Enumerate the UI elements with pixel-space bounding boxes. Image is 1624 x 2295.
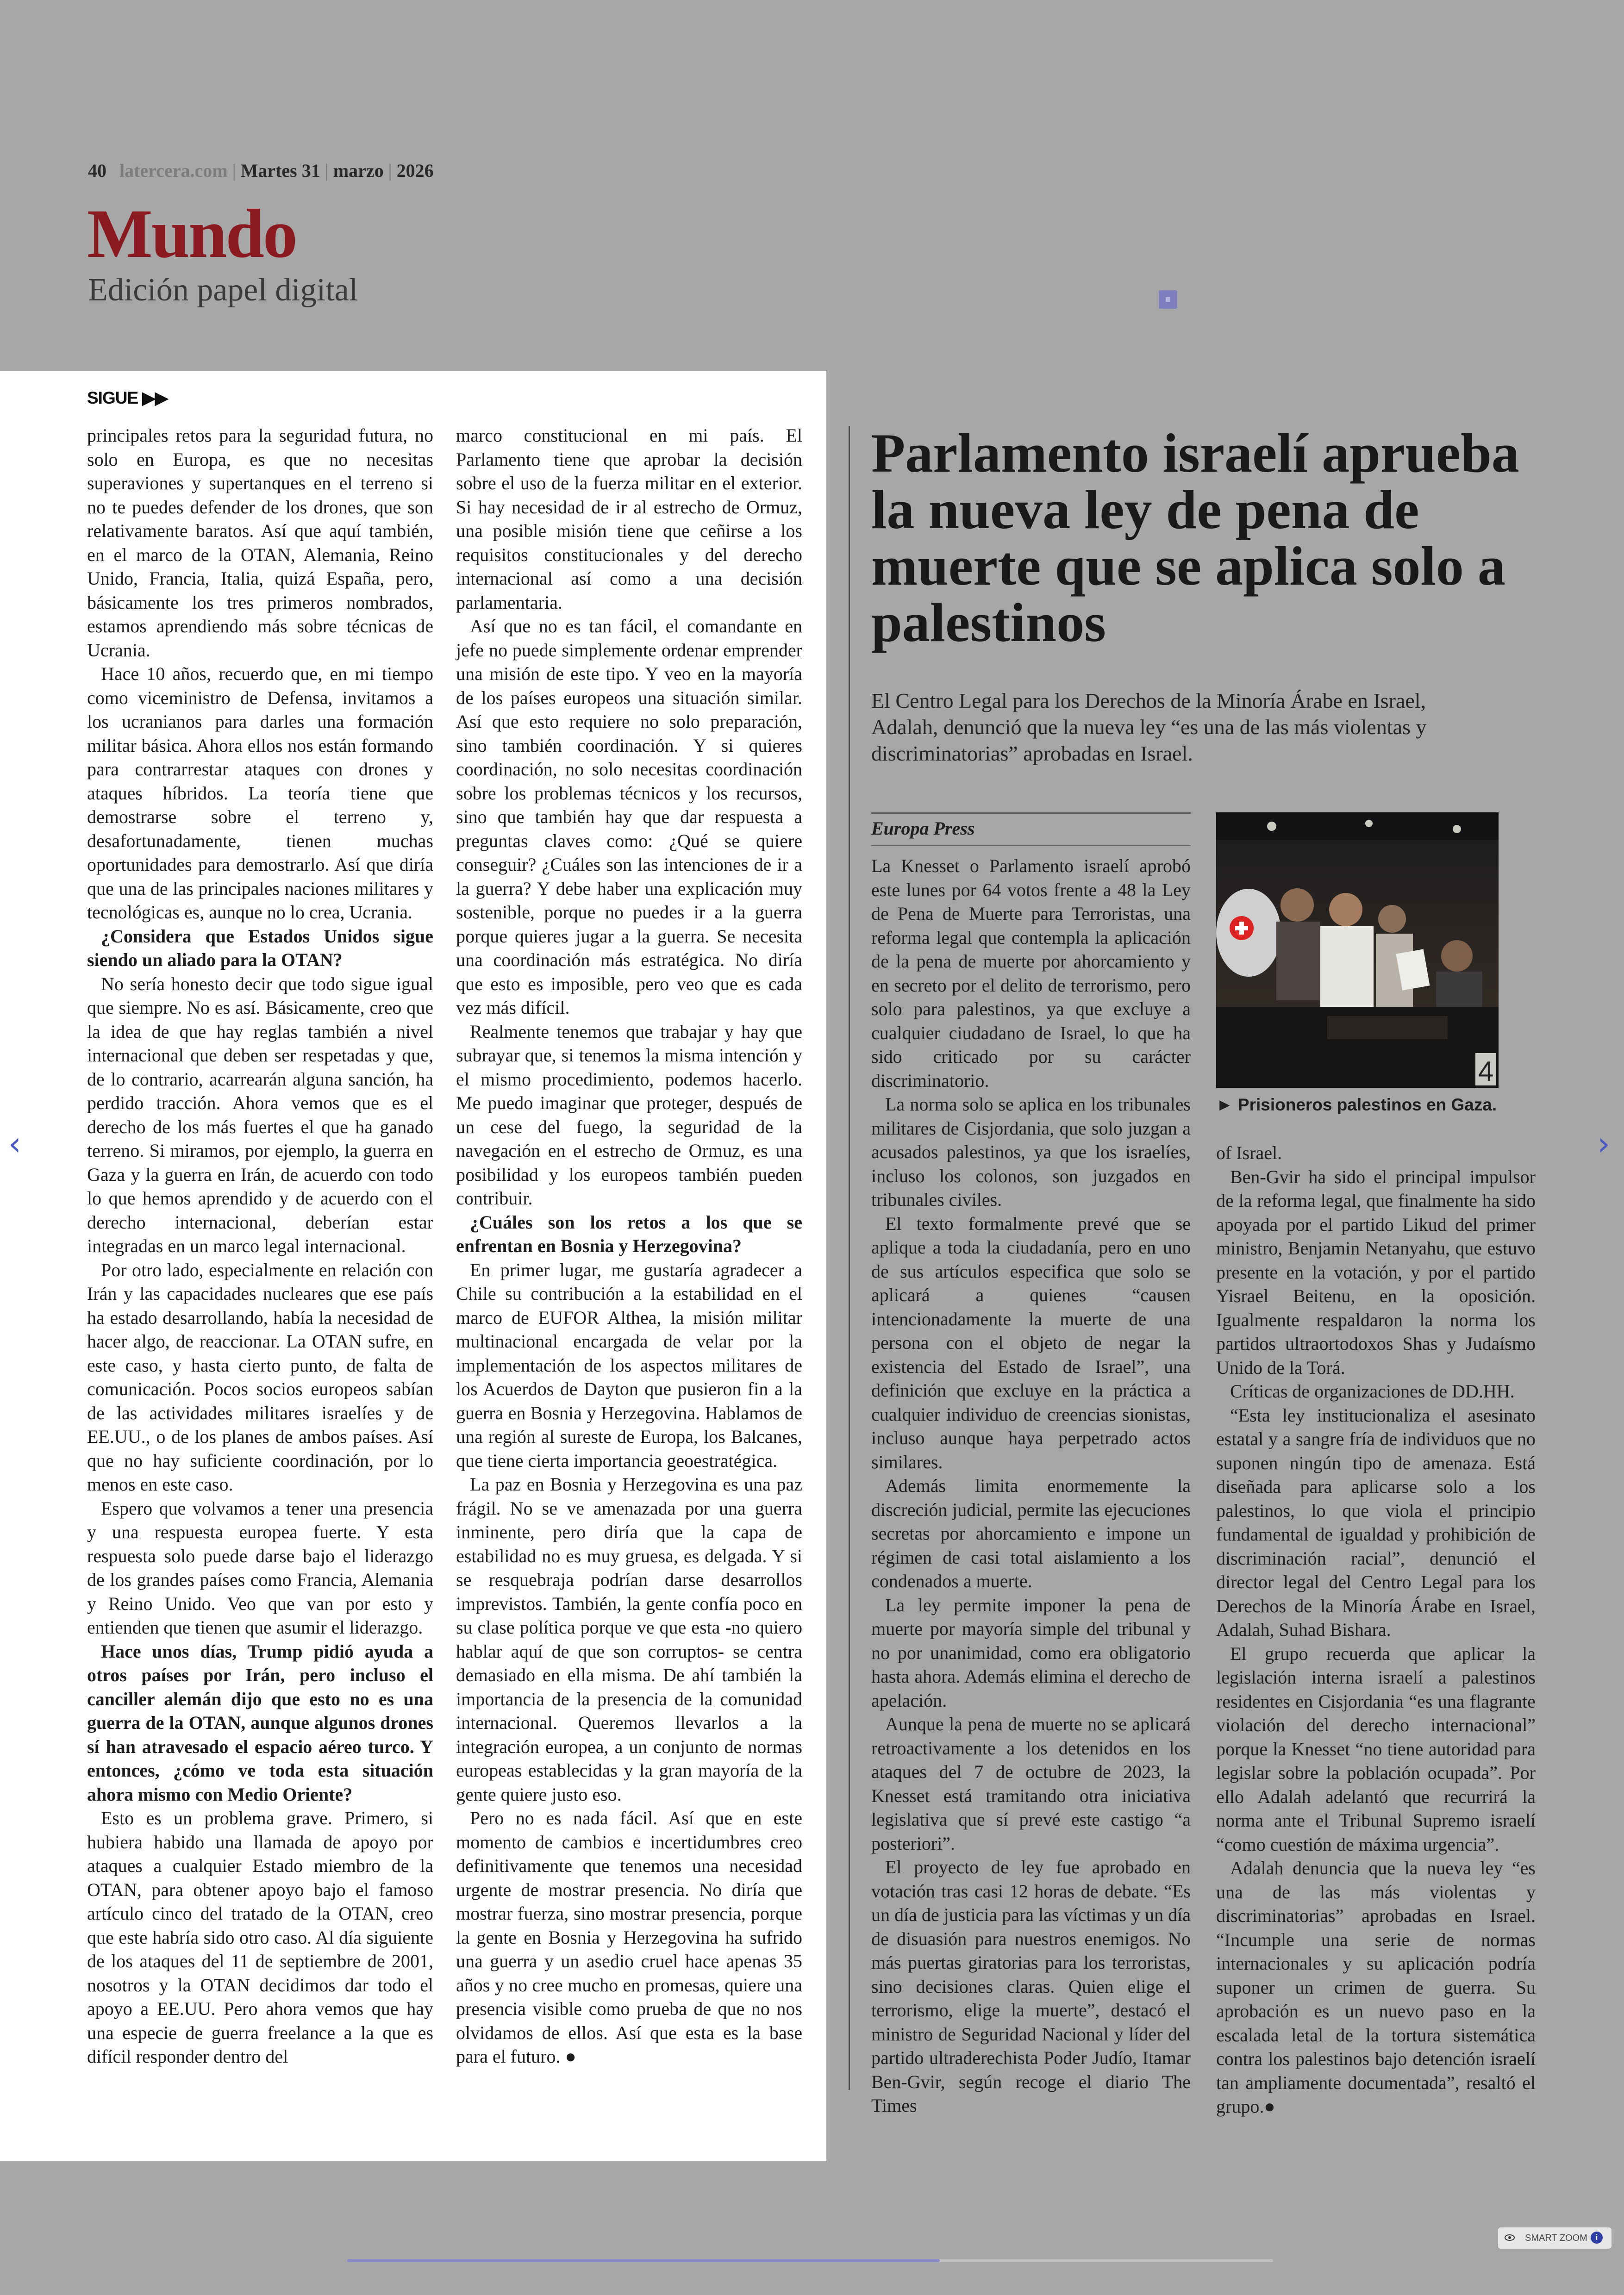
article-column-1 — [871, 854, 1191, 2118]
paragraph: principales retos para la seguridad futura, no solo en Europa, es que no necesitas superaviones y supertanques en el terreno si no te puedes defender de los drones, que son relativamente baratos. Así que aquí también, en el marco de la OTAN, Alemania, Reino Unido, Francia, Italia, quizá España, pero, básicamente los tres primeros nombrados, estamos aprendiendo más sobre técnicas de Ucrania. — [87, 425, 433, 661]
article-lead: El Centro Legal para los Derechos de la Minoría Árabe en Israel, Adalah, denunció que la nueva ley “es una de las más violentas y discriminatorias” aprobadas en Israel. — [871, 689, 1427, 765]
paragraph: Esto es un problema grave. Primero, si hubiera habido una llamada de apoyo por ataques a cualquier Estado miembro de la OTAN, para obtener apoyo bajo el famoso artículo cinco del tratado de la OTAN, creo que este habría sido otro caso. Al día siguiente de los ataques del 11 de septiembre de 2001, nosotros y la OTAN decidimos dar todo el apoyo a EE.UU. Pero ahora vemos que hay una especie de guerra freelance a la que es difícil responder dentro del — [87, 1808, 433, 2067]
paragraph: Ben-Gvir ha sido el principal impulsor de la reforma legal, que finalmente ha sido apoyada por el partido Likud del primer ministro, Benjamin Netanyahu, que estuvo presente en la votación, y por el partido Yisrael Beitenu, en la oposición. Igualmente respaldaron la norma los partidos ultraortodoxos Shas y Judaísmo Unido de la Torá. — [1216, 1166, 1536, 1378]
paragraph: Por otro lado, especialmente en relación con Irán y las capacidades nucleares que ese país ha estado desarrollando, había la necesidad de hacer algo, de reaccionar. La OTAN sufre, en este caso, y hasta cierto punto, de falta de comunicación. Pocos socios europeos sabían de las actividades militares israelíes y de EE.UU., o de los planes de ambos países. Así que no hay suficiente coordinación, por lo menos en este caso. — [87, 1259, 433, 1495]
article-column-2 — [1216, 1141, 1536, 2119]
paragraph: “Esta ley institucionaliza el asesinato estatal y a sangre fría de individuos que no suponen ningún tipo de amenaza. Está diseñada para aplicarse solo a los palestinos, lo que viola el principio fundamental de igualdad y prohibición de discriminación racial”, denunció el director legal del Centro Legal para los Derechos de la Minoría Árabe en Israel, Adalah, Suhad Bishara. — [1216, 1404, 1536, 1640]
paragraph: El proyecto de ley fue aprobado en votación tras casi 12 horas de debate. “Es un día de justicia para las víctimas y un día de disuasión para nuestros enemigos. No más puertas giratorias para los terroristas, sino decisiones claras. Quien elige el terrorismo, elige la muerte”, destacó el ministro de Seguridad Nacional y líder del partido ultraderechista Poder Judío, Itamar Ben-Gvir, según recoge el diario The Times — [871, 1857, 1191, 2116]
page-marker-icon[interactable] — [1159, 290, 1177, 309]
next-page-arrow-icon[interactable]: › — [1597, 1125, 1610, 1163]
paragraph: Realmente tenemos que trabajar y hay que subrayar que, si tenemos la misma intención y el mismo procedimiento, podemos hacerlo. Me puedo imaginar que proteger, después de un cese del fuego, la seguridad de la navegación en el estrecho de Ormuz, es una posibilidad y los europeos también pueden contribuir. — [456, 1021, 802, 1209]
separator: | — [388, 160, 392, 181]
paragraph: Hace 10 años, recuerdo que, en mi tiempo como viceministro de Defensa, invitamos a los ucranianos para darles una formación militar básica. Ahora ellos nos están formando para contrarrestar ataques con drones y ataques híbridos. La teoría tiene que demostrarse sobre el terreno y, desafortunadamente, tienen muchas oportunidades para demostrarlo. Así que diría que una de las principales naciones militares y tecnológicas es, aunque no lo crea, Ucrania. — [87, 663, 433, 923]
interview-column-1 — [87, 424, 433, 2069]
photo-badge: 4 — [1478, 1056, 1494, 1087]
separator: | — [232, 160, 236, 181]
info-icon[interactable]: i — [1591, 2232, 1603, 2244]
paragraph: Adalah denuncia que la nueva ley “es una de las más violentas y discriminatorias” aprobadas en Israel. “Incumple una serie de normas internacionales y su aplicación podría suponer un crimen de guerra. Su aprobación es un nuevo paso en la escalada letal de la tortura sistemática contra los palestinos bajo detención israelí tan ampliamente documentada”, resaltó el grupo.● — [1216, 1858, 1536, 2117]
interview-question: ¿Considera que Estados Unidos sigue siendo un aliado para la OTAN? — [87, 925, 433, 970]
paragraph: El texto formalmente prevé que se aplique a toda la ciudadanía, pero en uno de sus artículos especifica que solo se aplicará a quienes “causen intencionadamente la muerte de una persona con el objeto de negar la existencia del Estado de Israel”, una definición que excluye en la práctica a cualquier individuo de creencias sionistas, incluso aunque haya perpetrado actos similares. — [871, 1213, 1191, 1472]
paragraph: La Knesset o Parlamento israelí aprobó este lunes por 64 votos frente a 48 la Ley de Pena de Muerte para Terroristas, una reforma legal que contempla la aplicación de la pena de muerte por ahorcamiento y en secreto por el delito de terrorismo, pero solo para palestinos, ya que excluye a cualquier ciudadano de Israel, lo que ha sido criticado por su carácter discriminatorio. — [871, 855, 1191, 1091]
smart-zoom-label: SMART ZOOM — [1525, 2233, 1587, 2243]
separator: | — [325, 160, 329, 181]
article-headline: Parlamento israelí aprueba la nueva ley de pena de muerte que se aplica solo a palestinos — [871, 422, 1519, 653]
prev-page-arrow-icon[interactable]: ‹ — [8, 1125, 21, 1163]
article-byline: Europa Press — [871, 818, 975, 839]
eye-icon — [1505, 2233, 1515, 2243]
paragraph: La ley permite imponer la pena de muerte por mayoría simple del tribunal y no por unanimidad, como era obligatorio hasta ahora. Además elimina el derecho de apelación. — [871, 1594, 1191, 1711]
section-subtitle: Edición papel digital — [88, 272, 358, 308]
paragraph: marco constitucional en mi país. El Parlamento tiene que aprobar la decisión sobre el uso de la fuerza militar en el exterior. Si hay necesidad de ir al estrecho de Ormuz, una posible misión tiene que ceñirse a los requisitos constitucionales y del derecho internacional así como a una decisión parlamentaria. — [456, 425, 802, 613]
paragraph: Además limita enormemente la discreción judicial, permite las ejecuciones secretas por ahorcamiento e impone un régimen de casi total aislamiento a los condenados a muerte. — [871, 1475, 1191, 1591]
page-number: 40 — [88, 160, 106, 181]
byline-rule — [871, 812, 1191, 814]
paragraph: No sería honesto decir que todo sigue igual que siempre. No es así. Básicamente, creo que la idea de que hay reglas también a nivel internacional que deben ser respetadas y que, de lo contrario, acarrearán alguna sanción, ha perdido tracción. Ahora vemos que es el derecho de los más fuertes el que ha ganado terreno. Si miramos, por ejemplo, la guerra en Gaza y la guerra en Irán, de acuerdo con todo lo que hemos aprendido y de acuerdo con el derecho internacional, deberían estar integradas en un marco legal internacional. — [87, 973, 433, 1256]
paragraph: Aunque la pena de muerte no se aplicará retroactivamente a los detenidos en los ataques del 7 de octubre de 2023, la Knesset está tramitando otra iniciativa legislativa que sí prevé este castigo “a posteriori”. — [871, 1714, 1191, 1854]
smart-zoom-button[interactable] — [1498, 2227, 1612, 2249]
byline-rule — [871, 845, 1191, 846]
column-divider — [849, 426, 850, 2090]
page-scrollbar-thumb[interactable] — [347, 2259, 940, 2262]
photo-illustration — [1216, 812, 1499, 1088]
paragraph: of Israel. — [1216, 1142, 1282, 1163]
page-header — [88, 160, 434, 181]
paragraph: Pero no es nada fácil. Así que en este momento de cambios e incertidumbres creo definitivamente que tenemos una necesidad urgente de mostrar presencia. No diría que mostrar fuerza, sino mostrar presencia, porque la gente en Bosnia y Herzegovina ha sufrido una guerra y un asedio cruel hace apenas 35 años y no cree mucho en promesas, quiere una presencia visible como prueba de que no nos olvidamos de ellos. Así que esta es la base para el futuro. ● — [456, 1808, 802, 2067]
site-name: latercera.com — [119, 160, 228, 181]
interview-column-2 — [456, 424, 802, 2069]
paragraph: La norma solo se aplica en los tribunales militares de Cisjordania, que solo juzgan a acusados palestinos, ya que los israelíes, incluso los colonos, son juzgados en tribunales civiles. — [871, 1094, 1191, 1210]
month: marzo — [333, 160, 384, 181]
paragraph: Espero que volvamos a tener una presencia y una respuesta europea fuerte. Y esta respuesta solo puede darse bajo el liderazgo de los grandes países como Francia, Alemania y Reino Unido. Veo que van por esto y entienden que tienen que asumir el liderazgo. — [87, 1497, 433, 1638]
photo-caption: ► Prisioneros palestinos en Gaza. — [1216, 1095, 1497, 1114]
paragraph: El grupo recuerda que aplicar la legislación interna israelí a palestinos residentes en Cisjordania “es una flagrante violación del derecho internacional” porque la Knesset “no tiene autoridad para legislar sobre la población ocupada”. Por ello Adalah adelantó que recurrirá la norma ante el Tribunal Supremo israelí “como cuestión de máxima urgencia”. — [1216, 1643, 1536, 1855]
paragraph: Críticas de organizaciones de DD.HH. — [1230, 1381, 1515, 1402]
paragraph: La paz en Bosnia y Herzegovina es una paz frágil. No se ve amenazada por una guerra inminente, pero diría que la capa de estabilidad no es muy gruesa, es delgada. Y si se resquebraja podrían darse desarrollos imprevistos. También, la gente confía poco en su clase política porque ve que esta -no quiero hablar aquí de que son corruptos- se centra demasiado en ella misma. De ahí también la importancia de la presencia de la comunidad internacional. Queremos llevarlos a la integración europea, a un conjunto de normas europeas establecidas y la gran mayoría de la gente quiere justo eso. — [456, 1474, 802, 1805]
weekday: Martes 31 — [240, 160, 320, 181]
paragraph: Así que no es tan fácil, el comandante en jefe no puede simplemente ordenar emprender una misión de este tipo. Y veo en la mayoría de los países europeos una situación similar. Así que esto requiere no solo preparación, sino también coordinación. Y si quieres coordinación, no solo necesitas coordinación sobre los problemas técnicos y los recursos, sino que también hay que dar respuesta a preguntas claves como: ¿Qué se quiere conseguir? ¿Cuáles son las intenciones de ir a la guerra? Y debe haber una explicación muy sostenible, porque no puedes ir a la guerra porque quieres jugar a la guerra. Se necesita una coordinación más estratégica. No diría que esto es imposible, pero veo que es cada vez más difícil. — [456, 616, 802, 1018]
interview-question: ¿Cuáles son los retos a los que se enfrentan en Bosnia y Herzegovina? — [456, 1211, 802, 1256]
interview-question: Hace unos días, Trump pidió ayuda a otros países por Irán, pero incluso el canciller alemán dijo que esto no es una guerra de la OTAN, aunque algunos drones sí han atravesado el espacio aéreo turco. Y entonces, ¿cómo ve toda esta situación ahora mismo con Medio Oriente? — [87, 1640, 433, 1805]
paragraph: En primer lugar, me gustaría agradecer a Chile su contribución a la estabilidad en el marco de EUFOR Althea, la misión militar multinacional encargada de velar por la implementación de los aspectos militares de los Acuerdos de Dayton que pusieron fin a la guerra en Bosnia y Herzegovina. Hablamos de una región al sureste de Europa, los Balcanes, que tiene cierta importancia geoestratégica. — [456, 1259, 802, 1471]
year: 2026 — [396, 160, 434, 181]
sigue-label: SIGUE ▶▶ — [87, 388, 168, 407]
article-photo[interactable] — [1216, 812, 1499, 1088]
section-title: Mundo — [87, 195, 296, 272]
